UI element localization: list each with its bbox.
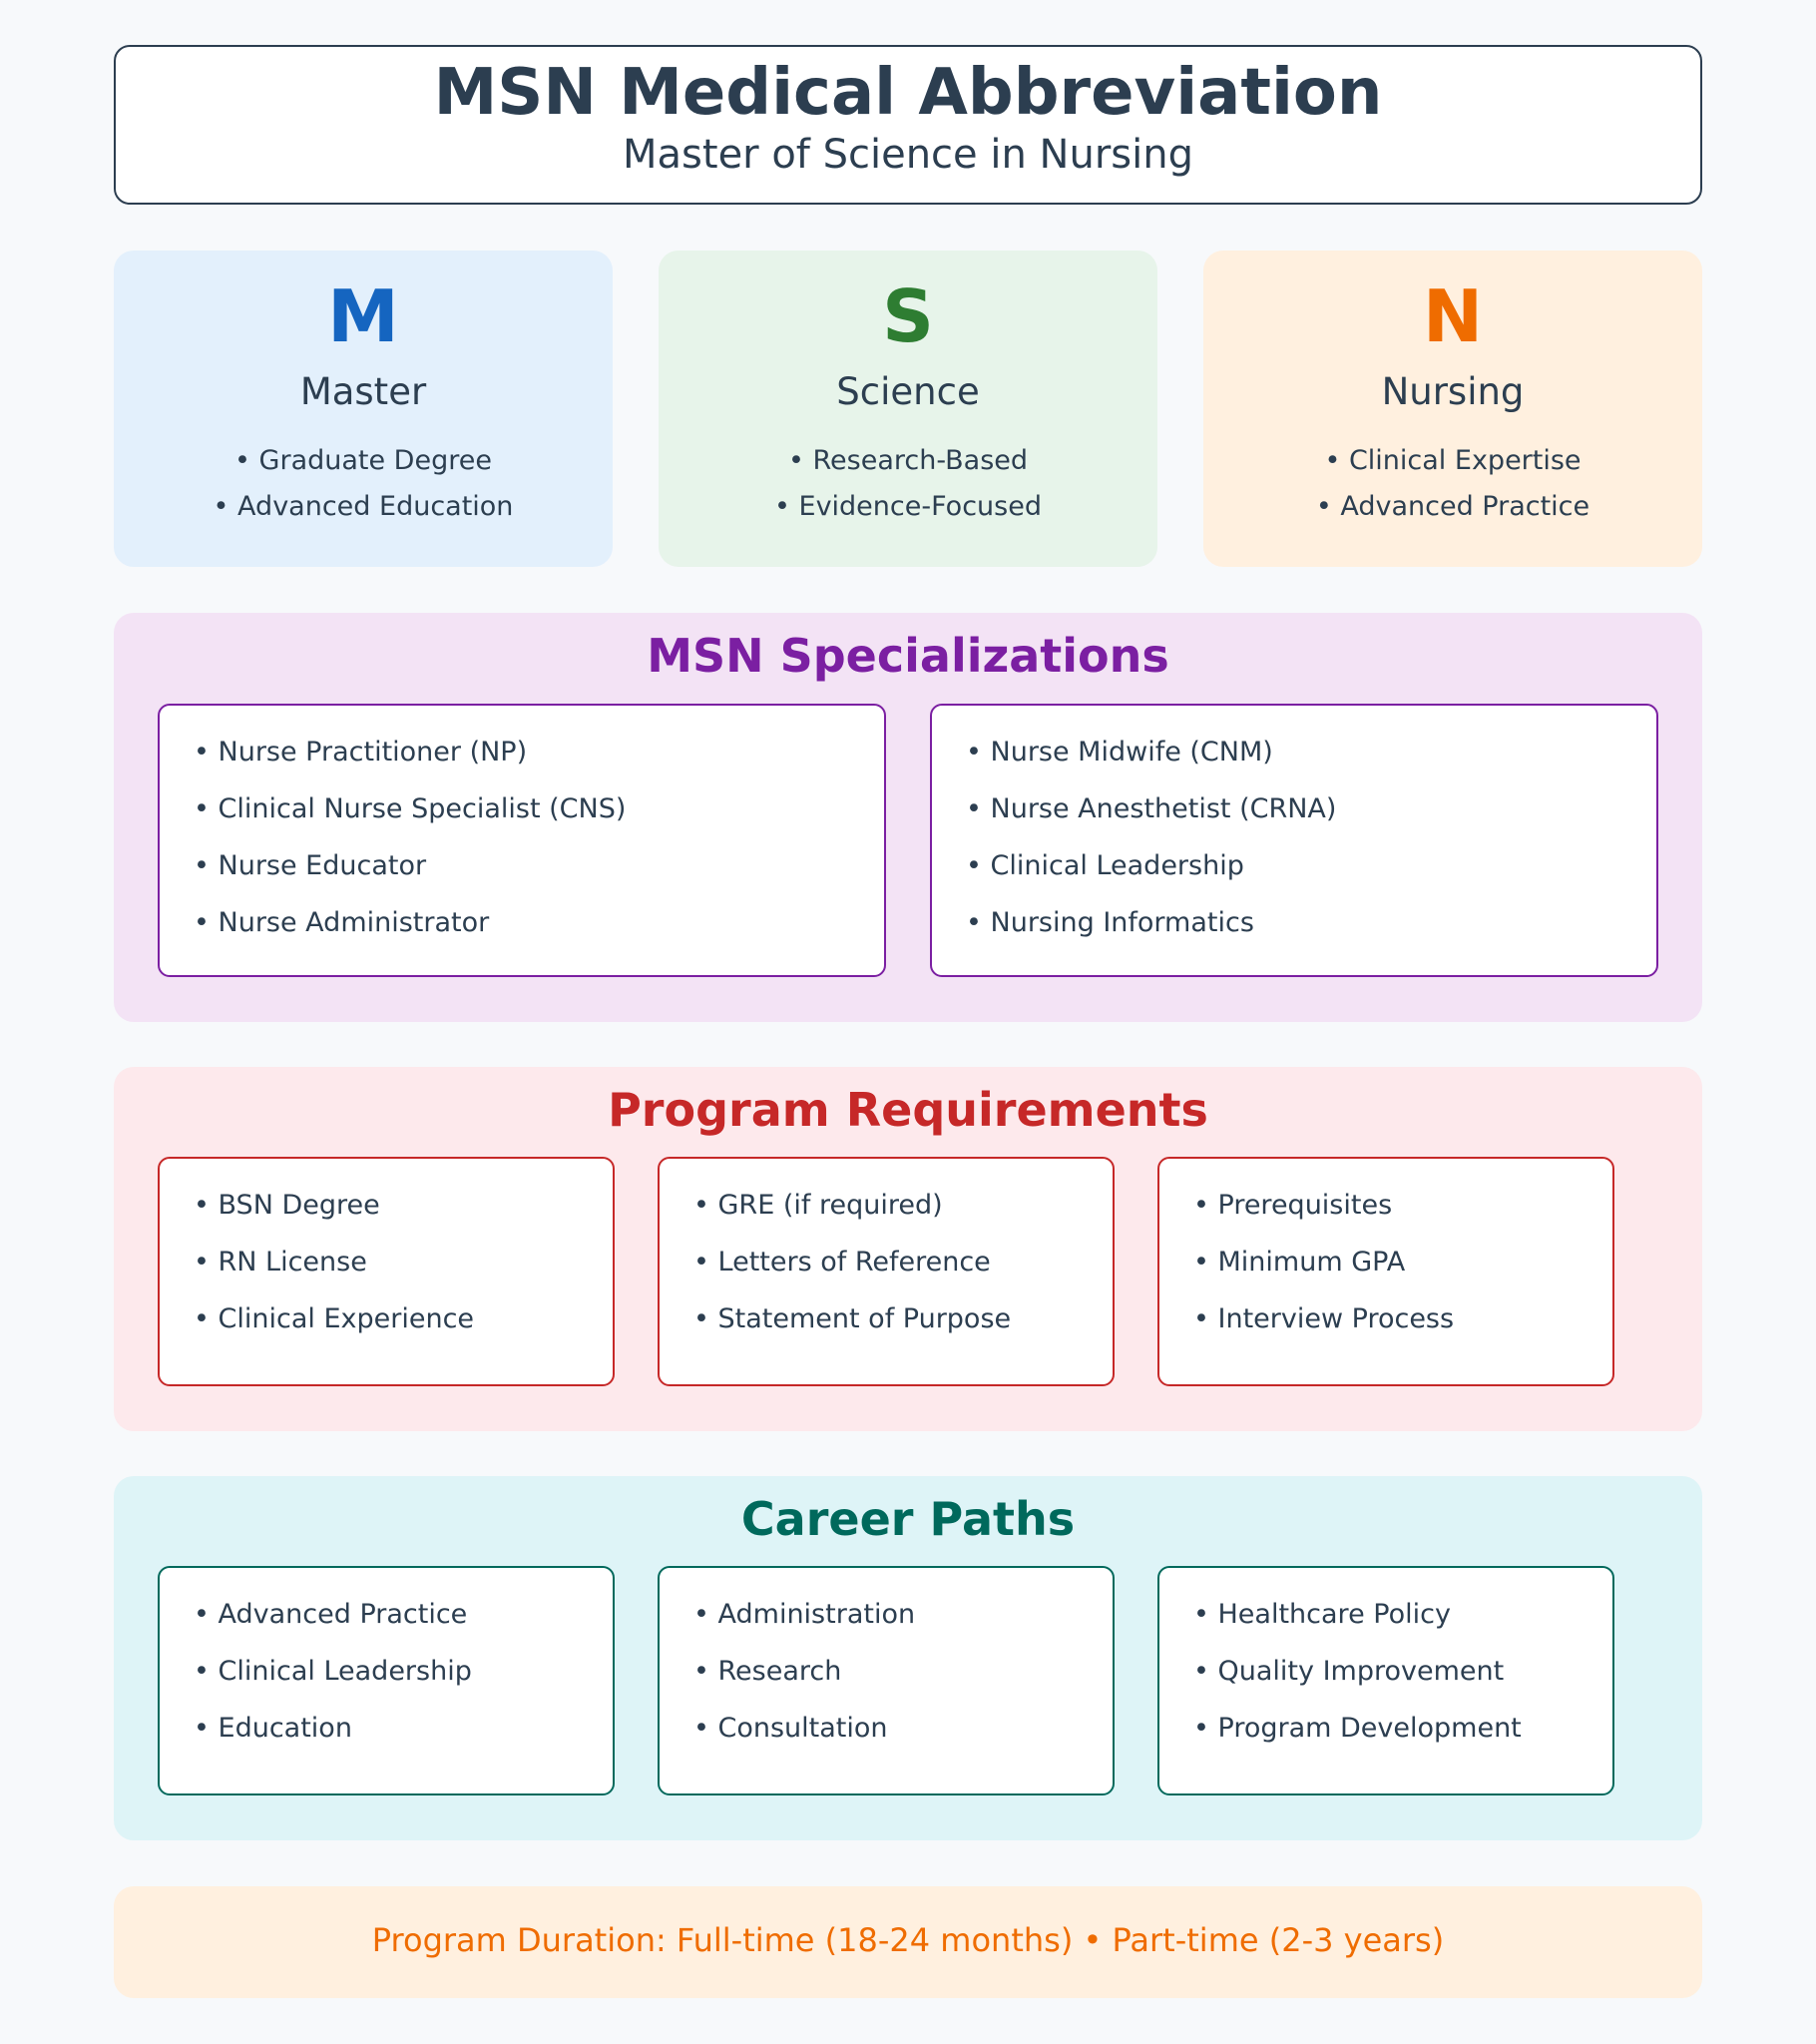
word-nursing: Nursing bbox=[1381, 370, 1525, 413]
specializations-section bbox=[114, 613, 1702, 1022]
page-title: MSN Medical Abbreviation bbox=[433, 56, 1383, 130]
list-item: • Nurse Midwife (CNM) bbox=[966, 737, 1273, 767]
careers-column-2 bbox=[658, 1566, 1115, 1795]
list-item: • Clinical Leadership bbox=[194, 1656, 472, 1687]
list-item: • Prerequisites bbox=[1193, 1190, 1393, 1221]
letter-card-m bbox=[114, 251, 613, 567]
list-item: • Nurse Educator bbox=[194, 850, 427, 881]
list-item: • Clinical Leadership bbox=[966, 850, 1244, 881]
careers-title: Career Paths bbox=[740, 1492, 1076, 1546]
list-item: • Education bbox=[194, 1713, 352, 1744]
list-item: • Research bbox=[693, 1656, 842, 1687]
list-item: • RN License bbox=[194, 1247, 367, 1278]
point-item: • Evidence-Focused bbox=[774, 491, 1042, 522]
point-item: • Graduate Degree bbox=[234, 445, 492, 476]
list-item: • Program Development bbox=[1193, 1713, 1522, 1744]
list-item: • Clinical Experience bbox=[194, 1303, 475, 1334]
requirements-column-2 bbox=[658, 1157, 1115, 1386]
point-item: • Clinical Expertise bbox=[1324, 445, 1582, 476]
letter-s: S bbox=[882, 274, 934, 358]
careers-section bbox=[114, 1476, 1702, 1840]
requirements-title: Program Requirements bbox=[608, 1083, 1208, 1137]
list-item: • Interview Process bbox=[1193, 1303, 1455, 1334]
point-item: • Research-Based bbox=[787, 445, 1029, 476]
list-item: • Healthcare Policy bbox=[1193, 1599, 1451, 1630]
specializations-title: MSN Specializations bbox=[647, 629, 1169, 683]
requirements-column-3 bbox=[1157, 1157, 1614, 1386]
point-item: • Advanced Practice bbox=[1315, 491, 1590, 522]
list-item: • Clinical Nurse Specialist (CNS) bbox=[194, 793, 627, 824]
header-box bbox=[114, 45, 1702, 205]
letter-card-points bbox=[1203, 438, 1702, 530]
duration-text: Program Duration: Full-time (18-24 months) • Part-time (2-3 years) bbox=[371, 1921, 1445, 1959]
list-item: • Nursing Informatics bbox=[966, 907, 1254, 938]
letter-n: N bbox=[1422, 274, 1484, 358]
requirements-section bbox=[114, 1067, 1702, 1431]
word-master: Master bbox=[299, 370, 427, 413]
list-item: • Minimum GPA bbox=[1193, 1247, 1406, 1278]
careers-column-3 bbox=[1157, 1566, 1614, 1795]
list-item: • Consultation bbox=[693, 1713, 888, 1744]
list-item: • Letters of Reference bbox=[693, 1247, 991, 1278]
point-item: • Advanced Education bbox=[213, 491, 514, 522]
list-item: • Nurse Practitioner (NP) bbox=[194, 737, 528, 767]
duration-footer bbox=[114, 1886, 1702, 1998]
careers-column-1 bbox=[158, 1566, 615, 1795]
letter-card-points bbox=[659, 438, 1157, 530]
list-item: • Quality Improvement bbox=[1193, 1656, 1505, 1687]
word-science: Science bbox=[836, 370, 980, 413]
list-item: • Nurse Anesthetist (CRNA) bbox=[966, 793, 1337, 824]
specializations-column-1 bbox=[158, 704, 886, 977]
letter-card-n bbox=[1203, 251, 1702, 567]
list-item: • Administration bbox=[693, 1599, 916, 1630]
specializations-column-2 bbox=[930, 704, 1658, 977]
requirements-column-1 bbox=[158, 1157, 615, 1386]
list-item: • Nurse Administrator bbox=[194, 907, 490, 938]
letter-card-s bbox=[659, 251, 1157, 567]
list-item: • Statement of Purpose bbox=[693, 1303, 1012, 1334]
page-subtitle: Master of Science in Nursing bbox=[623, 132, 1193, 178]
list-item: • GRE (if required) bbox=[693, 1190, 943, 1221]
list-item: • BSN Degree bbox=[194, 1190, 380, 1221]
list-item: • Advanced Practice bbox=[194, 1599, 468, 1630]
letter-card-points bbox=[114, 438, 613, 530]
letter-m: M bbox=[327, 274, 399, 358]
